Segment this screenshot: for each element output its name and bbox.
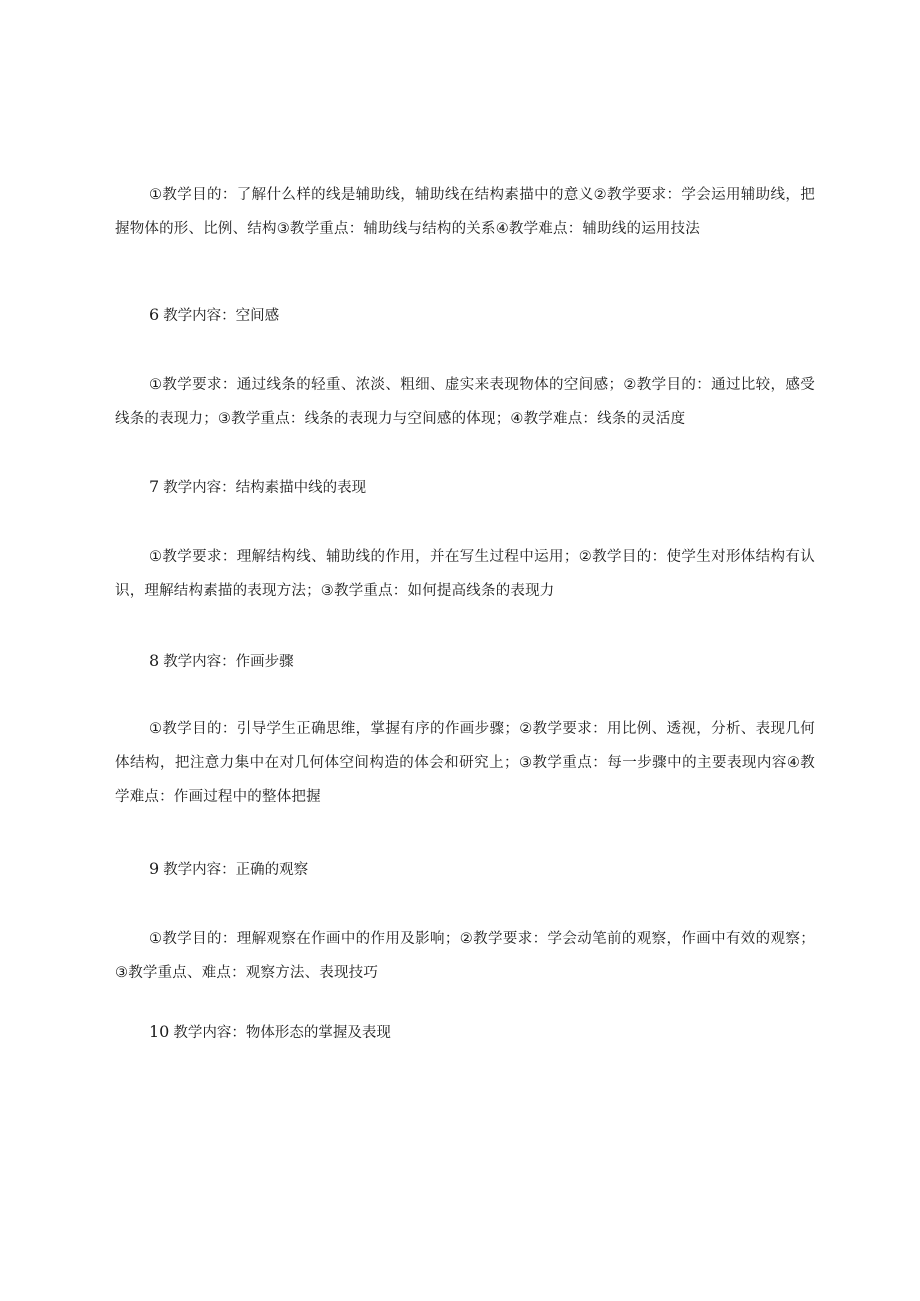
section-heading-9 <box>149 852 308 887</box>
section-title: 教学内容：正确的观察 <box>163 862 309 878</box>
section-title: 教学内容：空间感 <box>163 308 280 324</box>
section-number: 10 <box>149 1022 170 1041</box>
section-number: 8 <box>149 651 160 670</box>
paragraph-auxiliary-lines: ①教学目的：了解什么样的线是辅助线，辅助线在结构素描中的意义②教学要求：学会运用辅助线，把握物体的形、比例、结构③教学重点：辅助线与结构的关系④教学难点：辅助线的运用技法 <box>115 187 815 237</box>
section-number: 9 <box>149 859 160 878</box>
section-title: 教学内容：作画步骤 <box>163 654 294 670</box>
section-number: 6 <box>149 305 160 324</box>
paragraph-spatial-sense: ①教学要求：通过线条的轻重、浓淡、粗细、虚实来表现物体的空间感；②教学目的：通过比较，感受线条的表现力；③教学重点：线条的表现力与空间感的体现；④教学难点：线条的灵活度 <box>115 377 815 427</box>
section-number: 7 <box>149 477 160 496</box>
section-title: 教学内容：结构素描中线的表现 <box>163 480 367 496</box>
paragraph-drawing-steps: ①教学目的：引导学生正确思维，掌握有序的作画步骤；②教学要求：用比例、透视，分析、表现几何体结构，把注意力集中在对几何体空间构造的体会和研究上；③教学重点：每一步骤中的主要表现内容④教学难点：作画过程中的整体把握 <box>115 721 815 805</box>
section-heading-10 <box>149 1015 391 1050</box>
paragraph-line-expression: ①教学要求：理解结构线、辅助线的作用，并在写生过程中运用；②教学目的：使学生对形体结构有认识，理解结构素描的表现方法；③教学重点：如何提高线条的表现力 <box>115 549 815 599</box>
section-heading-7 <box>149 470 366 505</box>
section-heading-8 <box>149 644 294 679</box>
section-heading-6 <box>149 298 279 333</box>
section-title: 教学内容：物体形态的掌握及表现 <box>173 1025 391 1041</box>
paragraph-observation: ①教学目的：理解观察在作画中的作用及影响；②教学要求：学会动笔前的观察，作画中有效的观察；③教学重点、难点：观察方法、表现技巧 <box>115 931 815 981</box>
